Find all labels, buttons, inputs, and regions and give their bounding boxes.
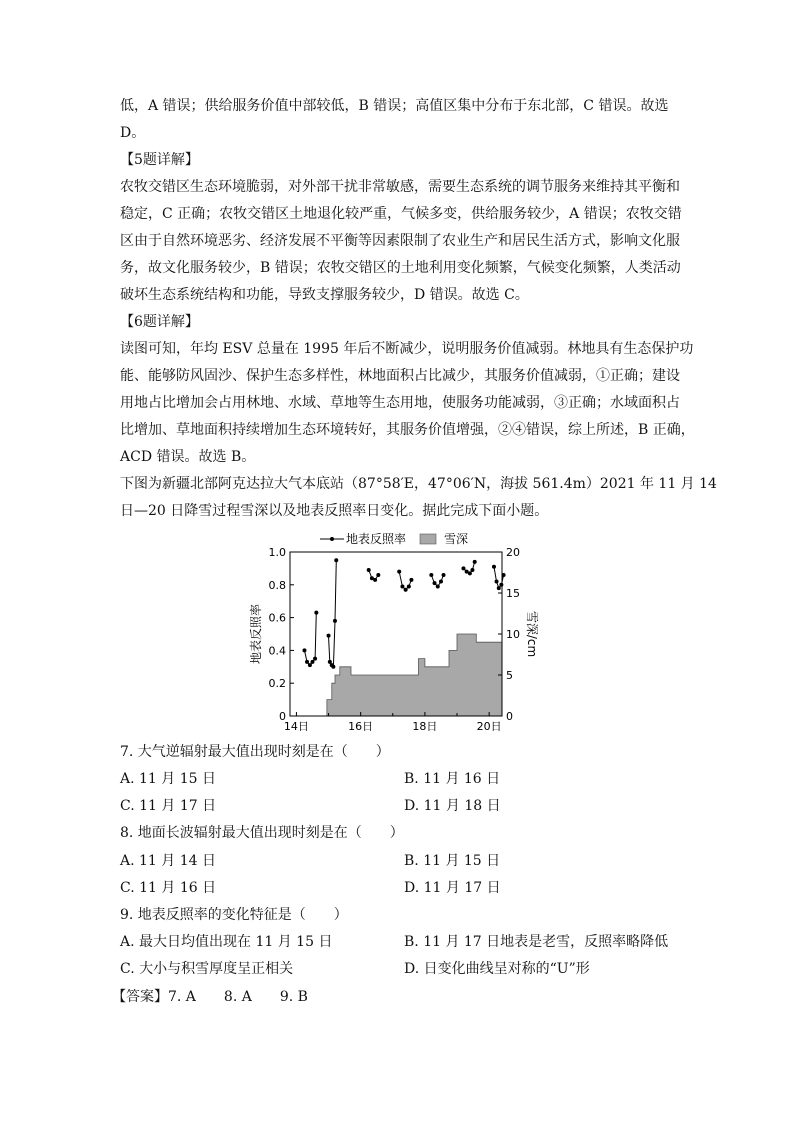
legend-label-albedo: 地表反照率 bbox=[346, 532, 407, 546]
x-tick-label: 14日 bbox=[283, 720, 309, 733]
albedo-point bbox=[499, 583, 503, 587]
chart-svg bbox=[240, 528, 552, 736]
right-tick-label: 0 bbox=[506, 710, 513, 723]
question-stem: 7. 大气逆辐射最大值出现时刻是在（ ） bbox=[120, 744, 390, 760]
section-heading: 【5题详解】 bbox=[120, 152, 199, 168]
left-tick-label: 1.0 bbox=[268, 546, 286, 559]
text-line: 农牧交错区生态环境脆弱，对外部干扰非常敏感，需要生态系统的调节服务来维持其平衡和 bbox=[120, 179, 680, 195]
option-b: B. 11 月 15 日 bbox=[404, 853, 501, 869]
albedo-point bbox=[334, 558, 338, 562]
question-stem: 9. 地表反照率的变化特征是（ ） bbox=[120, 907, 348, 923]
option-d: D. 日变化曲线呈对称的“U”形 bbox=[404, 961, 590, 977]
albedo-point bbox=[439, 580, 443, 584]
albedo-point bbox=[495, 580, 499, 584]
right-tick-label: 10 bbox=[506, 628, 520, 641]
text-line: 用地占比增加会占用林地、水域、草地等生态用地，使服务功能减弱，③正确；水域面积占 bbox=[120, 395, 680, 411]
albedo-point bbox=[473, 560, 477, 564]
x-tick-label: 16日 bbox=[348, 720, 374, 733]
albedo-line bbox=[329, 560, 337, 667]
albedo-point bbox=[305, 660, 309, 664]
albedo-point bbox=[331, 665, 335, 669]
option-b: B. 11 月 16 日 bbox=[404, 771, 501, 787]
text-line: 下图为新疆北部阿克达拉大气本底站（87°58′E，47°06′N，海拔 561.4m）2021 年 11 月 14 bbox=[120, 476, 717, 492]
text-line: 务，故文化服务较少，B 错误；农牧交错区的土地利用变化频繁，气候变化频繁，人类活动 bbox=[120, 260, 681, 276]
albedo-point bbox=[433, 581, 437, 585]
text-line: 读图可知，年均 ESV 总量在 1995 年后不断减少，说明服务价值减弱。林地具有生态保护功 bbox=[120, 341, 694, 357]
albedo-point bbox=[442, 573, 446, 577]
left-tick-label: 0.8 bbox=[268, 578, 286, 592]
option-a: A. 最大日均值出现在 11 月 15 日 bbox=[120, 934, 333, 950]
albedo-point bbox=[373, 578, 377, 582]
question-stem: 8. 地面长波辐射最大值出现时刻是在（ ） bbox=[120, 825, 404, 841]
option-c: C. 大小与积雪厚度呈正相关 bbox=[120, 961, 294, 977]
right-tick-label: 5 bbox=[506, 669, 513, 682]
albedo-point bbox=[470, 568, 474, 572]
albedo-point bbox=[308, 663, 312, 667]
albedo-point bbox=[404, 588, 408, 592]
option-a: A. 11 月 15 日 bbox=[120, 771, 216, 787]
option-a: A. 11 月 14 日 bbox=[120, 853, 216, 869]
answer-line: 【答案】7. A 8. A 9. B bbox=[112, 989, 308, 1005]
option-b: B. 11 月 17 日地表是老雪，反照率略降低 bbox=[404, 934, 669, 950]
text-line: 比增加、草地面积持续增加生态环境转好，其服务价值增强，②④错误，综上所述，B 正确， bbox=[120, 422, 695, 438]
albedo-point bbox=[436, 584, 440, 588]
section-heading: 【6题详解】 bbox=[120, 314, 199, 330]
albedo-point bbox=[400, 584, 404, 588]
text-line: 稳定，C 正确；农牧交错区土地退化较严重，气候多变，供给服务较少，A 错误；农牧交错 bbox=[120, 206, 682, 222]
option-d: D. 11 月 17 日 bbox=[404, 880, 501, 896]
text-line: 日—20 日降雪过程雪深以及地表反照率日变化。据此完成下面小题。 bbox=[120, 503, 549, 519]
right-tick-label: 15 bbox=[506, 587, 520, 600]
albedo-point bbox=[407, 584, 411, 588]
right-tick-label: 20 bbox=[506, 546, 520, 559]
albedo-point bbox=[461, 566, 465, 570]
albedo-point bbox=[409, 578, 413, 582]
legend-point-swatch bbox=[330, 537, 334, 541]
albedo-point bbox=[302, 648, 306, 652]
legend-label-snow: 雪深 bbox=[444, 532, 469, 546]
albedo-point bbox=[376, 573, 380, 577]
albedo-point bbox=[397, 570, 401, 574]
option-d: D. 11 月 18 日 bbox=[404, 798, 501, 814]
albedo-point bbox=[314, 611, 318, 615]
text-line: 能、能够防风固沙、保护生态多样性，林地面积占比减少，其服务价值减弱，①正确；建设 bbox=[120, 368, 680, 384]
snow-depth-area bbox=[327, 634, 502, 716]
left-tick-label: 0 bbox=[279, 710, 286, 723]
albedo-point bbox=[429, 573, 433, 577]
albedo-point bbox=[468, 571, 472, 575]
albedo-point bbox=[327, 634, 331, 638]
text-line: 破坏生态系统结构和功能，导致支撑服务较少，D 错误。故选 C。 bbox=[120, 287, 529, 303]
right-axis-title: 雪深/cm bbox=[525, 610, 539, 658]
albedo-point bbox=[313, 657, 317, 661]
text-line: ACD 错误。故选 B。 bbox=[120, 449, 256, 465]
text-line: D。 bbox=[120, 125, 146, 141]
albedo-point bbox=[333, 619, 337, 623]
albedo-snow-chart bbox=[240, 528, 552, 736]
albedo-point bbox=[310, 660, 314, 664]
left-tick-label: 0.4 bbox=[268, 644, 286, 658]
left-tick-label: 0.2 bbox=[268, 677, 286, 691]
albedo-point bbox=[497, 586, 501, 590]
x-tick-label: 20日 bbox=[476, 720, 502, 733]
albedo-point bbox=[367, 568, 371, 572]
albedo-point bbox=[492, 565, 496, 569]
option-c: C. 11 月 17 日 bbox=[120, 798, 217, 814]
legend-area-swatch bbox=[420, 534, 436, 544]
option-c: C. 11 月 16 日 bbox=[120, 880, 217, 896]
left-tick-label: 0.6 bbox=[268, 611, 286, 625]
albedo-point bbox=[502, 573, 506, 577]
text-line: 区由于自然环境恶劣、经济发展不平衡等因素限制了农业生产和居民生活方式，影响文化服 bbox=[120, 233, 680, 249]
left-axis-title: 地表反照率 bbox=[249, 603, 263, 665]
x-tick-label: 18日 bbox=[412, 720, 438, 733]
text-line: 低，A 错误；供给服务价值中部较低，B 错误；高值区集中分布于东北部，C 错误。故选 bbox=[120, 98, 669, 114]
